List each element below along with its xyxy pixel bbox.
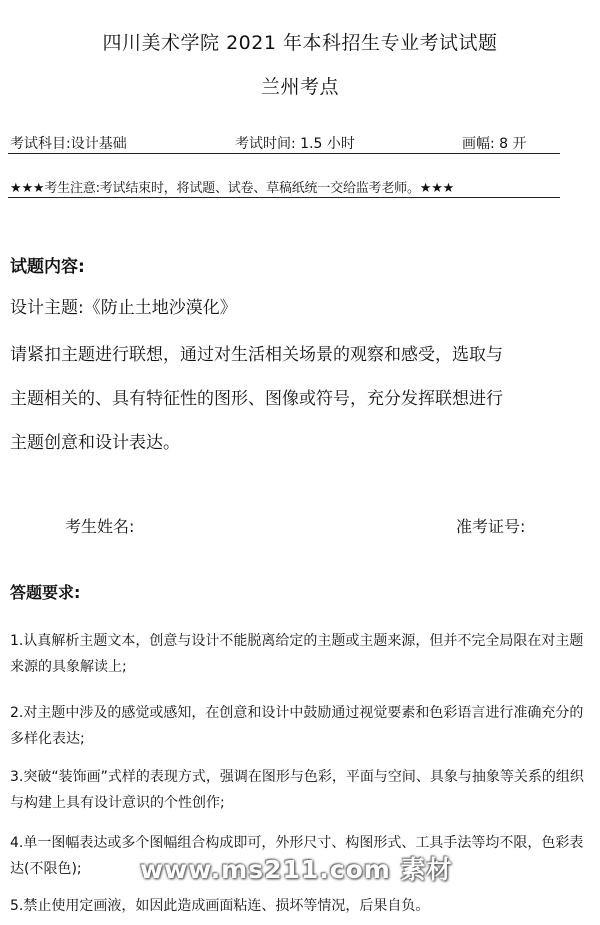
requirement-item: 5.禁止使用定画液，如因此造成画面粘连、损坏等情况，后果自负。: [10, 898, 430, 914]
exam-title: 四川美术学院 2021 年本科招生专业考试试题: [102, 32, 498, 54]
content-line: 主题相关的、具有特征性的图形、图像或符号，充分发挥联想进行: [10, 389, 503, 409]
exam-subject: 考试科目:设计基础: [10, 136, 127, 152]
requirement-item: 4.单一图幅表达或多个图幅组合构成即可，外形尺寸、构图形式、工具手法等均不限，色彩表达(不限色);: [10, 835, 584, 877]
exam-location: 兰州考点: [260, 76, 339, 98]
design-theme: 设计主题:《防止土地沙漠化》: [10, 298, 237, 318]
requirement-item: 1.认真解析主题文本，创意与设计不能脱离给定的主题或主题来源，但并不完全局限在对主题来源的具象解读上;: [10, 633, 584, 675]
exam-format: 画幅: 8 开: [462, 136, 527, 152]
requirement-item: 3.突破“装饰画”式样的表现方式，强调在图形与色彩，平面与空间、具象与抽象等关系的组织与构建上具有设计意识的个性创作;: [10, 769, 584, 811]
exam-duration: 考试时间: 1.5 小时: [235, 136, 355, 152]
content-line: 主题创意和设计表达。: [10, 433, 180, 453]
divider: [8, 153, 560, 154]
exam-notice: ★★★考生注意:考试结束时，将试题、试卷、草稿纸统一交给监考老师。★★★: [10, 181, 455, 196]
candidate-name-label: 考生姓名:: [65, 517, 135, 536]
requirement-item: 2.对主题中涉及的感觉或感知，在创意和设计中鼓励通过视觉要素和色彩语言进行准确充分的多样化表达;: [10, 705, 584, 747]
content-heading: 试题内容:: [10, 257, 85, 277]
candidate-id-label: 准考证号:: [456, 517, 526, 536]
requirements-heading: 答题要求:: [10, 583, 81, 602]
content-line: 请紧扣主题进行联想，通过对生活相关场景的观察和感受，选取与: [10, 345, 503, 365]
watermark: www.ms211.com 素材: [140, 855, 453, 884]
divider: [8, 197, 560, 198]
